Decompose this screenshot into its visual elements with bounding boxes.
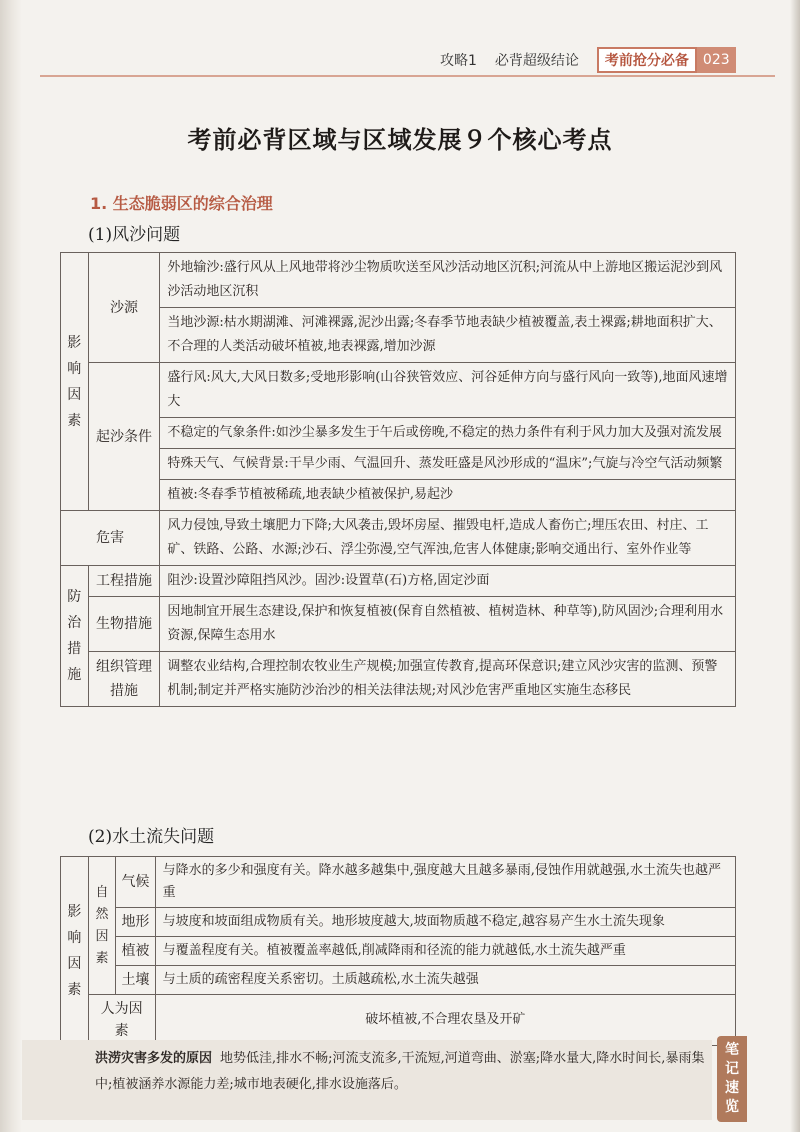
engineering-measures-label: 工程措施 bbox=[88, 566, 160, 597]
page-header bbox=[440, 46, 736, 74]
trigger-climate-background: 特殊天气、气候背景:干旱少雨、气温回升、蒸发旺盛是风沙形成的“温床”;气旋与冷空气活动频繁 bbox=[160, 449, 736, 480]
flood-note-heading: 洪涝灾害多发的原因 bbox=[95, 1051, 213, 1066]
biological-measures-label: 生物措施 bbox=[88, 597, 160, 652]
flood-note bbox=[95, 1046, 707, 1098]
trigger-conditions-label: 起沙条件 bbox=[88, 363, 160, 511]
management-measures-label: 组织管理措施 bbox=[88, 652, 160, 707]
factor-climate-label: 气候 bbox=[116, 857, 155, 908]
influence-factors-label: 影 响 因 素 bbox=[61, 253, 89, 511]
trigger-vegetation: 植被:冬春季节植被稀疏,地表缺少植被保护,易起沙 bbox=[160, 480, 736, 511]
factor-terrain-text: 与坡度和坡面组成物质有关。地形坡度越大,坡面物质越不稳定,越容易产生水土流失现象 bbox=[155, 908, 735, 937]
page-edge bbox=[790, 0, 800, 1132]
page-number: 023 bbox=[697, 47, 736, 73]
factor-terrain-label: 地形 bbox=[116, 908, 155, 937]
subheading-wind-sand: (1)风沙问题 bbox=[88, 225, 181, 245]
engineering-measures-text: 阻沙:设置沙障阻挡风沙。固沙:设置草(石)方格,固定沙面 bbox=[160, 566, 736, 597]
subheading-soil-erosion: (2)水土流失问题 bbox=[88, 827, 215, 847]
factor-vegetation-label: 植被 bbox=[116, 937, 155, 966]
header-divider bbox=[40, 75, 775, 77]
flood-note-text: 地势低洼,排水不畅;河流支流多,干流短,河道弯曲、淤塞;降水量大,降水时间长,暴雨集中;植被涵养水源能力差;城市地表硬化,排水设施落后。 bbox=[95, 1051, 705, 1092]
management-measures-text: 调整农业结构,合理控制农牧业生产规模;加强宣传教育,提高环保意识;建立风沙灾害的监测、预警机制;制定并严格实施防沙治沙的相关法律法规;对风沙危害严重地区实施生态移民 bbox=[160, 652, 736, 707]
trigger-prevailing-wind: 盛行风:风大,大风日数多;受地形影响(山谷狭管效应、河谷延伸方向与盛行风向一致等),地面风速增大 bbox=[160, 363, 736, 418]
soil-erosion-table bbox=[60, 856, 736, 1046]
header-crumb-strategy: 攻略1 bbox=[440, 53, 477, 69]
header-crumb-conclusion: 必背超级结论 bbox=[494, 53, 579, 69]
section-heading-eco-fragile: 1. 生态脆弱区的综合治理 bbox=[90, 194, 273, 213]
sand-source-label: 沙源 bbox=[88, 253, 160, 363]
notes-quick-view-tab: 笔 记 速 览 bbox=[717, 1036, 747, 1122]
human-factors-label: 人为因素 bbox=[88, 995, 155, 1046]
factor-vegetation-text: 与覆盖程度有关。植被覆盖率越低,削减降雨和径流的能力就越低,水土流失越严重 bbox=[155, 937, 735, 966]
sand-source-local: 当地沙源:枯水期湖滩、河滩裸露,泥沙出露;冬春季节地表缺少植被覆盖,表土裸露;耕地面积扩大、不合理的人类活动破坏植被,地表裸露,增加沙源 bbox=[160, 308, 736, 363]
factor-soil-label: 土壤 bbox=[116, 966, 155, 995]
soil-influence-factors-label: 影 响 因 素 bbox=[61, 857, 89, 1046]
factor-soil-text: 与土质的疏密程度关系密切。土质越疏松,水土流失越强 bbox=[155, 966, 735, 995]
sand-source-external: 外地输沙:盛行风从上风地带将沙尘物质吹送至风沙活动地区沉积;河流从中上游地区搬运泥沙到风沙活动地区沉积 bbox=[160, 253, 736, 308]
header-tag: 考前抢分必备 bbox=[597, 47, 697, 73]
human-factors-text: 破坏植被,不合理农垦及开矿 bbox=[155, 995, 735, 1046]
page-binding-shadow bbox=[0, 0, 22, 1132]
natural-factors-label: 自 然 因 素 bbox=[88, 857, 116, 995]
factor-climate-text: 与降水的多少和强度有关。降水越多越集中,强度越大且越多暴雨,侵蚀作用就越强,水土流失也越严重 bbox=[155, 857, 735, 908]
trigger-unstable-weather: 不稳定的气象条件:如沙尘暴多发生于午后或傍晚,不稳定的热力条件有利于风力加大及强对流发展 bbox=[160, 418, 736, 449]
harm-label: 危害 bbox=[61, 511, 160, 566]
wind-sand-table bbox=[60, 252, 736, 707]
prevention-measures-label: 防 治 措 施 bbox=[61, 566, 89, 707]
biological-measures-text: 因地制宜开展生态建设,保护和恢复植被(保育自然植被、植树造林、种草等),防风固沙;合理利用水资源,保障生态用水 bbox=[160, 597, 736, 652]
page-title: 考前必背区域与区域发展９个核心考点 bbox=[187, 126, 613, 154]
harm-text: 风力侵蚀,导致土壤肥力下降;大风袭击,毁坏房屋、摧毁电杆,造成人畜伤亡;埋压农田、村庄、工矿、铁路、公路、水源;沙石、浮尘弥漫,空气浑浊,危害人体健康;影响交通出行、室外作业等 bbox=[160, 511, 736, 566]
